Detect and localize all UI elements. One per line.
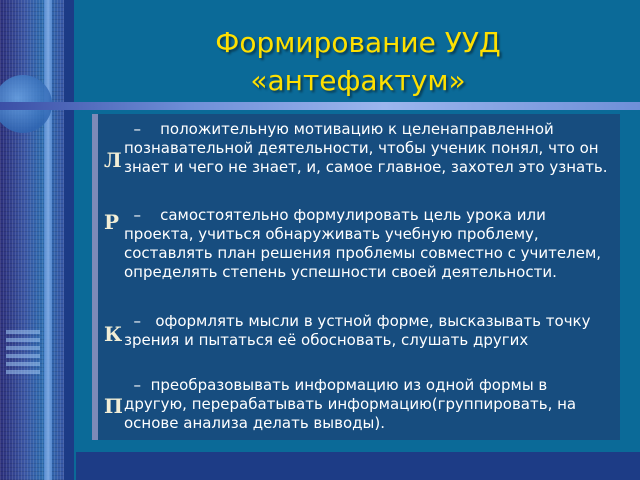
letter-p: П [104,394,123,418]
letter-l: Л [104,148,122,172]
decorative-bottom-bar [76,452,640,480]
letter-r: Р [104,210,120,234]
decorative-left-strip [0,0,74,480]
item-r-dash: – [124,206,161,224]
slide-title [76,24,640,100]
item-r-body: самостоятельно формулировать цель урока или проекта, учиться обнаруживать учебную проблему, составлять план решения проблемы совместно с учителем, определять степень успешности своей деятельности. [124,206,602,281]
title-line-2: «антефактум» [250,64,466,97]
decorative-stripe [44,0,52,480]
content-panel [92,114,620,440]
item-l-body: положительную мотивацию к целенаправленной познавательной деятельности, чтобы ученик понял, что он знает и чего не знает, и, самое главное, захотел это узнать. [124,120,608,176]
decorative-horizontal-band [0,102,640,110]
item-l-dash: – [124,120,161,138]
item-p-dash: – [124,376,151,394]
decorative-blocks [6,330,40,378]
item-l-text [124,120,612,177]
title-line-1: Формирование УУД [215,26,501,59]
item-r-text [124,206,612,282]
decorative-vertical-bar [64,0,74,480]
item-p-body: преобразовывать информацию из одной формы в другую, перерабатывать информацию(группировать, на основе анализа делать выводы). [124,376,577,432]
item-k-text [124,312,612,350]
letter-k: К [104,322,123,346]
item-k-body: оформлять мысли в устной форме, высказывать точку зрения и пытаться её обосновать, слушать других [124,312,591,349]
item-k-dash: – [124,312,156,330]
item-p-text [124,376,612,433]
